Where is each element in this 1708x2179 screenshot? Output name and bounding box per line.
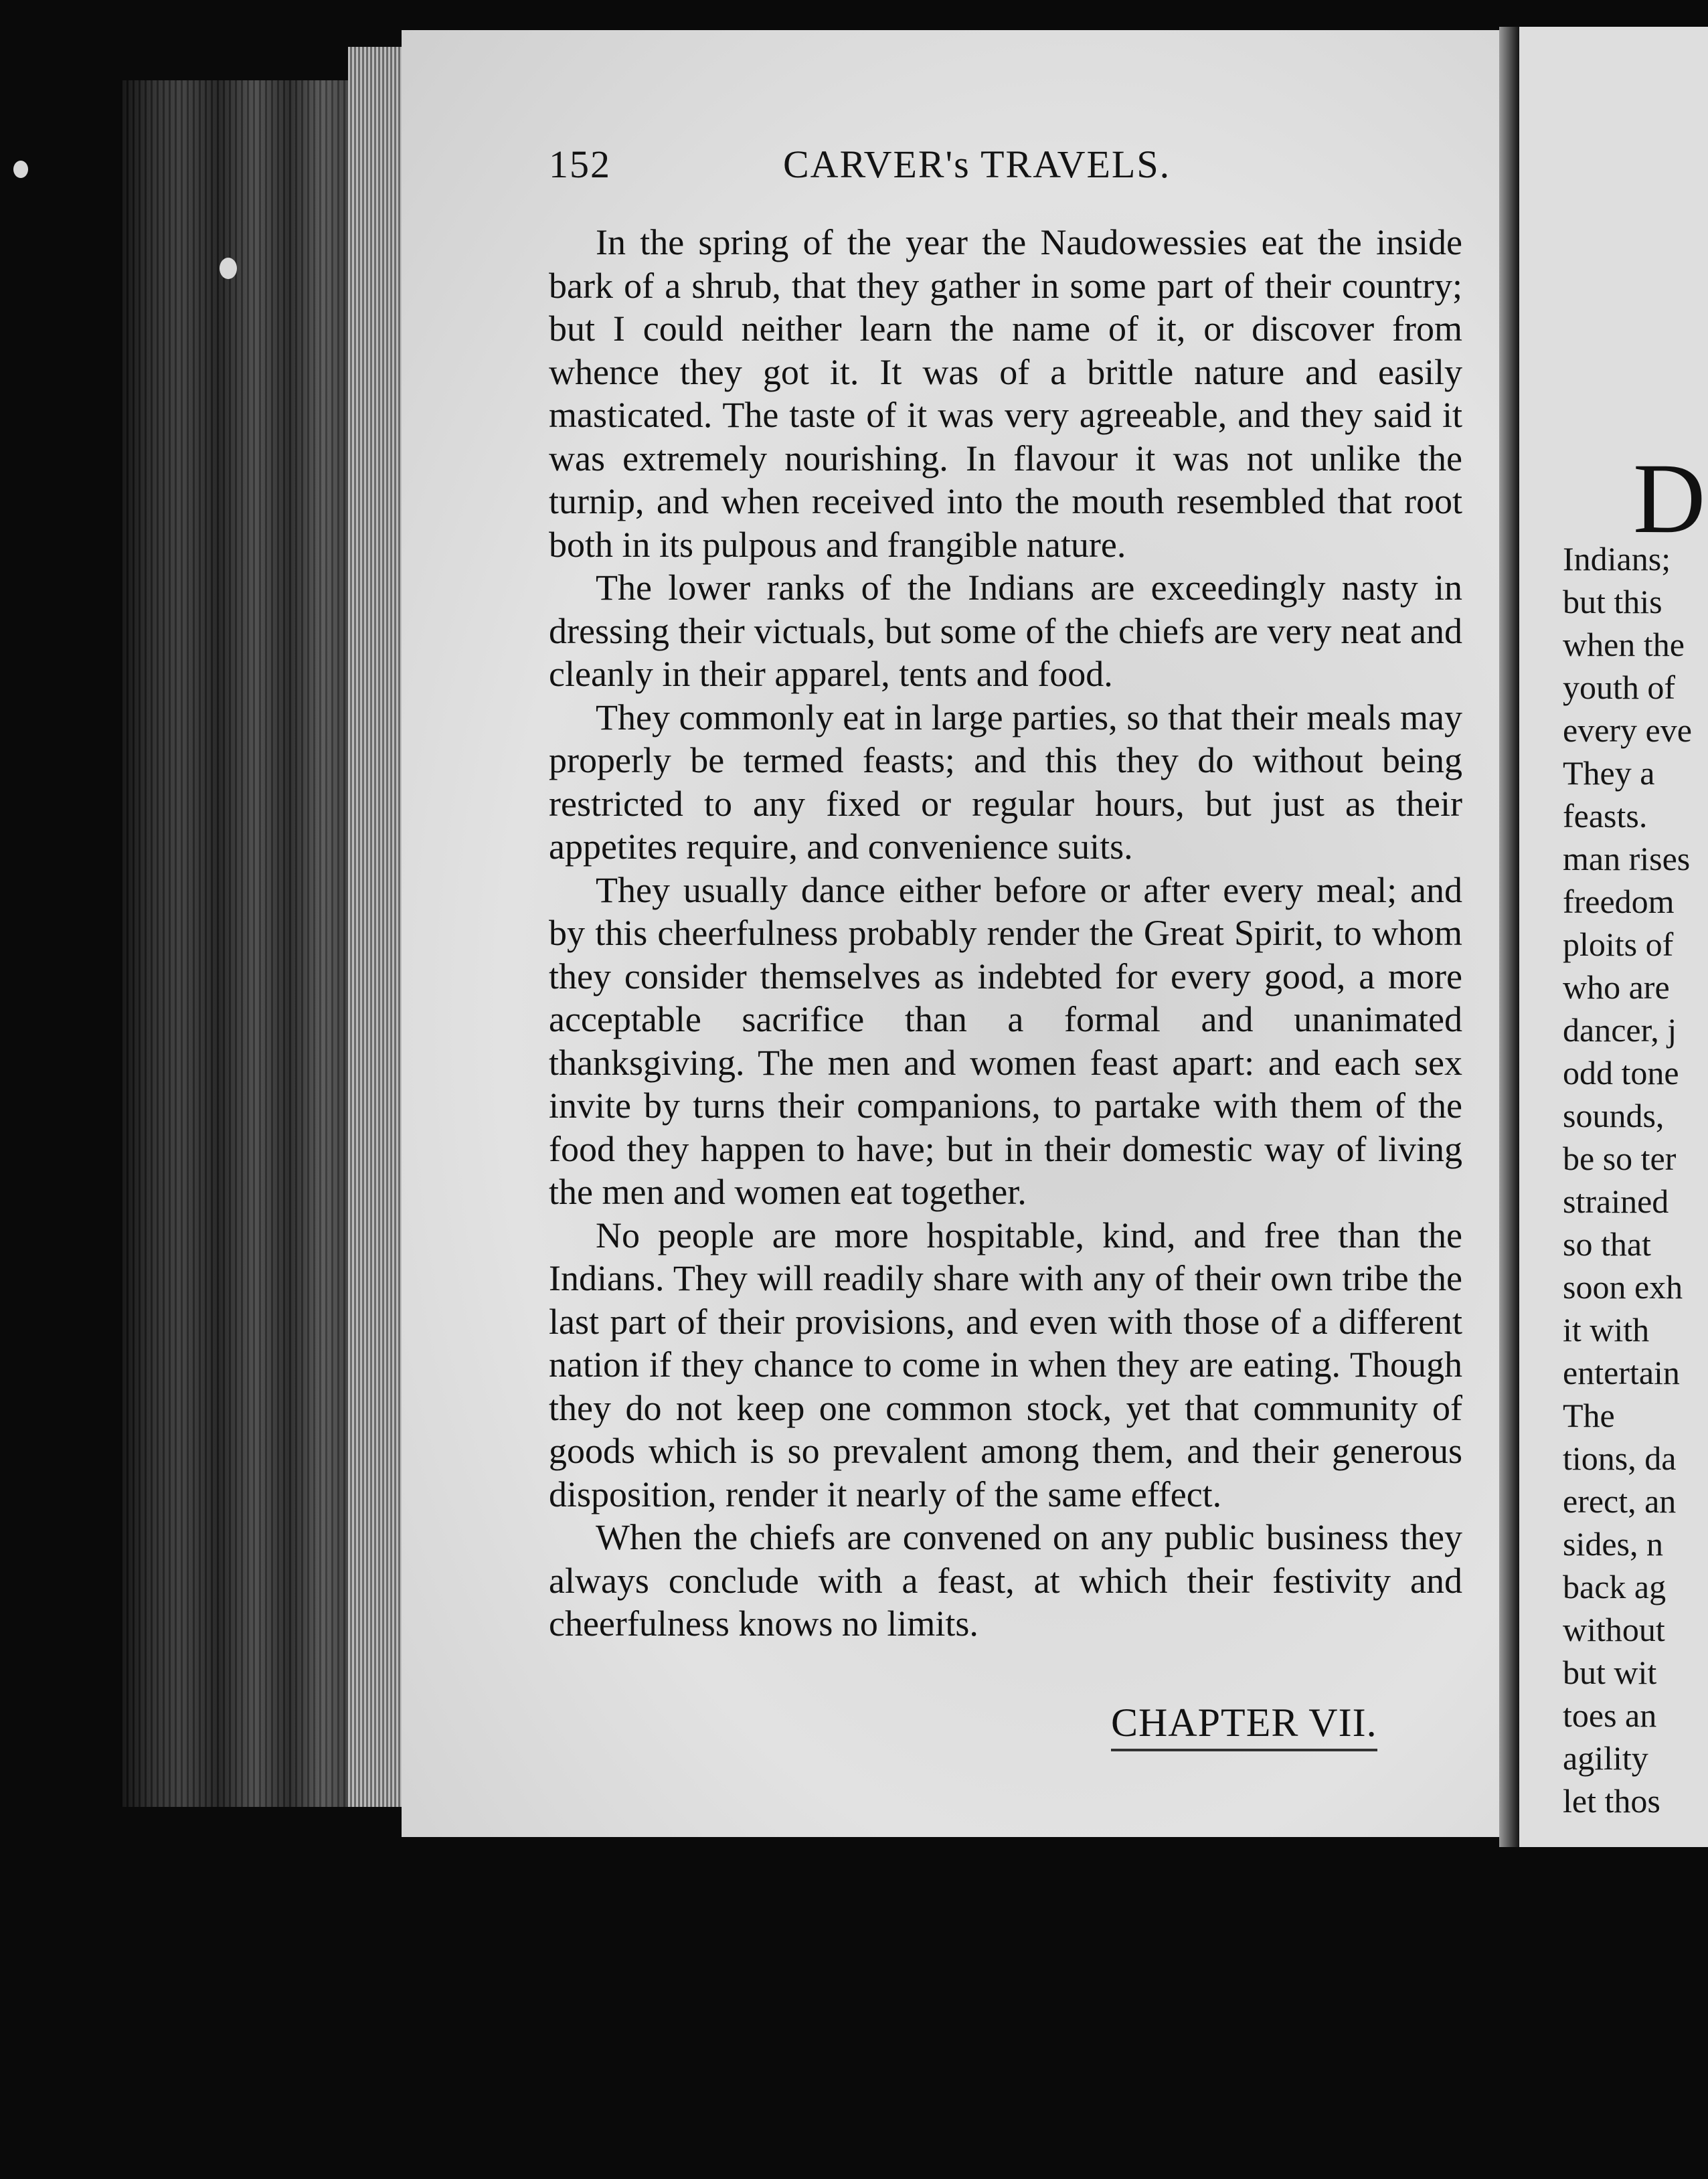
- facing-line: entertain: [1563, 1354, 1680, 1391]
- facing-page: [1519, 27, 1708, 1847]
- facing-line: let thos: [1563, 1782, 1660, 1820]
- facing-line: sounds,: [1563, 1097, 1664, 1134]
- facing-line: agility: [1563, 1739, 1648, 1777]
- facing-line: feasts.: [1563, 797, 1648, 835]
- facing-line: without: [1563, 1611, 1665, 1648]
- facing-line: erect, an: [1563, 1482, 1677, 1520]
- facing-dropcap: D: [1633, 443, 1706, 554]
- facing-line: so that: [1563, 1225, 1651, 1263]
- paragraph: When the chiefs are convened on any public business they always conclude with a feast, at which their festivity and cheerfulness knows no limits.: [549, 1517, 1462, 1644]
- facing-line: sides, n: [1563, 1525, 1663, 1563]
- facing-line: Indians;: [1563, 540, 1671, 578]
- paragraph: In the spring of the year the Naudowessies eat the inside bark of a shrub, that they gather in some part of their country; but I could neither learn the name of it, or discover from whence they got it. It was of a brittle nature and easily masticated. The taste of it was very agreeable, and they said it was extremely nourishing. In flavour it was not unlike the turnip, and when received into the mouth resembled that root both in its pulpous and frangible nature.: [549, 222, 1462, 565]
- facing-line: every eve: [1563, 711, 1692, 749]
- facing-line: who are: [1563, 968, 1670, 1006]
- facing-line: tions, da: [1563, 1440, 1677, 1477]
- running-title: CARVER's TRAVELS.: [783, 143, 1171, 186]
- facing-line: The: [1563, 1397, 1615, 1434]
- facing-line: but wit: [1563, 1654, 1657, 1691]
- paragraph: They usually dance either before or after every meal; and by this cheerfulness probably render the Great Spirit, to whom they consider themselves as indebted for every good, a more acceptable sacrifice than a formal and unanimated thanksgiving. The men and women feast apart: and each sex invite by turns their companions, to partake with them of the food they happen to have; but in their domestic way of living the men and women eat together.: [549, 869, 1462, 1212]
- running-head: [549, 142, 1252, 195]
- facing-line: but this: [1563, 583, 1662, 620]
- body-text: [549, 221, 1462, 1646]
- page-edges: [348, 47, 408, 1807]
- facing-line: back ag: [1563, 1568, 1667, 1605]
- facing-line: dancer, j: [1563, 1011, 1677, 1049]
- dust-speck: [13, 161, 28, 178]
- paragraph: They commonly eat in large parties, so that their meals may properly be termed feasts; and this they do without being restricted to any fixed or regular hours, but just as their appetites require, and convenience suits.: [549, 697, 1462, 867]
- facing-line: odd tone: [1563, 1054, 1679, 1092]
- facing-page-text: [1563, 537, 1692, 1822]
- gutter-shadow: [1499, 27, 1519, 1847]
- facing-line: youth of: [1563, 669, 1676, 706]
- facing-line: freedom: [1563, 883, 1675, 920]
- paragraph: No people are more hospitable, kind, and free than the Indians. They will readily share with any of their own tribe the last part of their provisions, and even with those of a different nation if they chance to come in when they are eating. Though they do not keep one common stock, yet that community of goods which is so prevalent among them, and their generous disposition, render it nearly of the same effect.: [549, 1215, 1462, 1514]
- page-number: 152: [549, 143, 611, 186]
- paragraph: The lower ranks of the Indians are exceedingly nasty in dressing their victuals, but some of the chiefs are very neat and cleanly in their apparel, tents and food.: [549, 568, 1462, 694]
- facing-line: They a: [1563, 754, 1655, 792]
- catchword: CHAPTER VII.: [1111, 1700, 1377, 1751]
- facing-line: be so ter: [1563, 1140, 1677, 1177]
- facing-line: when the: [1563, 626, 1685, 663]
- dust-speck: [220, 258, 237, 279]
- facing-line: strained: [1563, 1183, 1669, 1220]
- facing-line: ploits of: [1563, 926, 1674, 963]
- facing-line: it with: [1563, 1311, 1650, 1348]
- facing-line: soon exh: [1563, 1268, 1683, 1306]
- facing-line: toes an: [1563, 1696, 1657, 1734]
- facing-line: man rises: [1563, 840, 1691, 877]
